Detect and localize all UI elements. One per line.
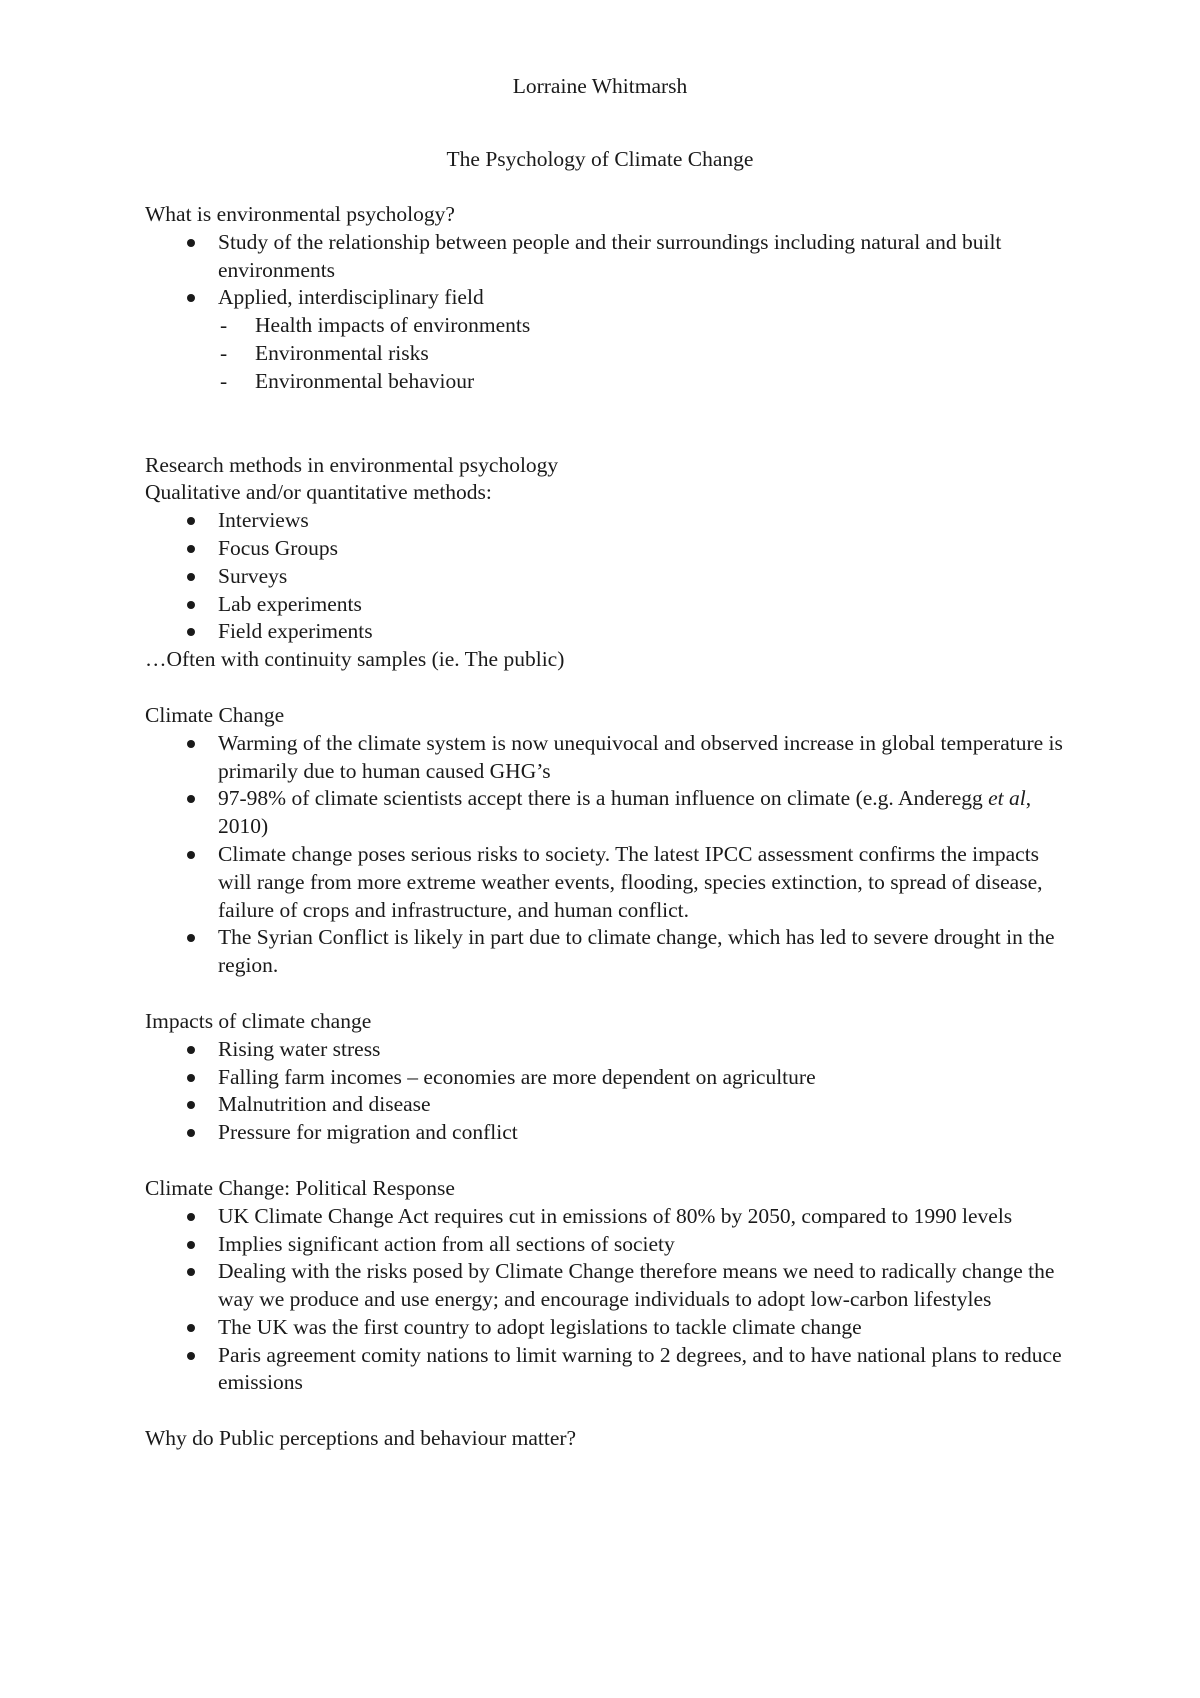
spacer xyxy=(145,1147,1075,1175)
sub-list-item: - Environmental behaviour xyxy=(145,368,1075,396)
list-item: Pressure for migration and conflict xyxy=(145,1119,1075,1147)
sub-list-item: - Health impacts of environments xyxy=(145,312,1075,340)
section-heading-climate-change: Climate Change xyxy=(145,702,285,727)
spacer xyxy=(145,1397,1075,1425)
spacer xyxy=(145,674,1075,702)
list-item: Implies significant action from all sections of society xyxy=(145,1231,1075,1259)
list-item: Paris agreement comity nations to limit warning to 2 degrees, and to have national plans to reduce emissions xyxy=(145,1342,1075,1398)
section-heading-impacts: Impacts of climate change xyxy=(145,1008,372,1033)
section-heading-env-psych: What is environmental psychology? xyxy=(145,202,455,226)
list-item: Malnutrition and disease xyxy=(145,1091,1075,1119)
list-item xyxy=(145,785,1075,841)
list-item: The UK was the first country to adopt legislations to tackle climate change xyxy=(145,1314,1075,1342)
env-psych-sub-list xyxy=(145,312,1075,395)
document-title: The Psychology of Climate Change xyxy=(446,147,754,171)
list-item: Surveys xyxy=(145,563,1075,591)
list-item: Field experiments xyxy=(145,618,1075,646)
list-item: Interviews xyxy=(145,507,1075,535)
methods-note: …Often with continuity samples (ie. The public) xyxy=(145,647,565,672)
methods-subheading: Qualitative and/or quantitative methods: xyxy=(145,480,492,505)
env-psych-bullet-list xyxy=(145,229,1075,312)
citation-tail: , 2010) xyxy=(218,786,1032,839)
political-bullet-list xyxy=(145,1203,1075,1398)
list-item: Rising water stress xyxy=(145,1036,1075,1064)
list-item: Climate change poses serious risks to society. The latest IPCC assessment confirms the impacts will range from more extreme weather events, flooding, species extinction, to spread of disease, failure of crops and infrastructure, and human conflict. xyxy=(145,841,1075,924)
author-name: Lorraine Whitmarsh xyxy=(512,74,688,98)
citation-text: 97-98% of climate scientists accept there is a human influence on climate (e.g. Anderegg xyxy=(218,786,989,811)
section-heading-public: Why do Public perceptions and behaviour matter? xyxy=(145,1426,577,1451)
list-item: Lab experiments xyxy=(145,591,1075,619)
list-item: Applied, interdisciplinary field xyxy=(145,284,1075,312)
spacer xyxy=(145,980,1075,1008)
list-item: Study of the relationship between people and their surroundings including natural and built environments xyxy=(145,229,1075,285)
sub-list-item: - Environmental risks xyxy=(145,340,1075,368)
list-item: Focus Groups xyxy=(145,535,1075,563)
section-heading-methods: Research methods in environmental psychology xyxy=(145,452,559,477)
climate-change-bullet-list xyxy=(145,730,1075,980)
spacer xyxy=(145,396,1075,452)
list-item: Warming of the climate system is now unequivocal and observed increase in global temperature is primarily due to human caused GHG’s xyxy=(145,730,1075,786)
methods-bullet-list xyxy=(145,507,1075,646)
section-heading-political: Climate Change: Political Response xyxy=(145,1175,455,1200)
list-item: Falling farm incomes – economies are more dependent on agriculture xyxy=(145,1064,1075,1092)
document-body xyxy=(145,201,1075,1453)
list-item: Dealing with the risks posed by Climate Change therefore means we need to radically change the way we produce and use energy; and encourage individuals to adopt low-carbon lifestyles xyxy=(145,1258,1075,1314)
citation-italic: et al xyxy=(988,786,1026,811)
list-item: The Syrian Conflict is likely in part due to climate change, which has led to severe drought in the region. xyxy=(145,924,1075,980)
impacts-bullet-list xyxy=(145,1036,1075,1147)
list-item: UK Climate Change Act requires cut in emissions of 80% by 2050, compared to 1990 levels xyxy=(145,1203,1075,1231)
